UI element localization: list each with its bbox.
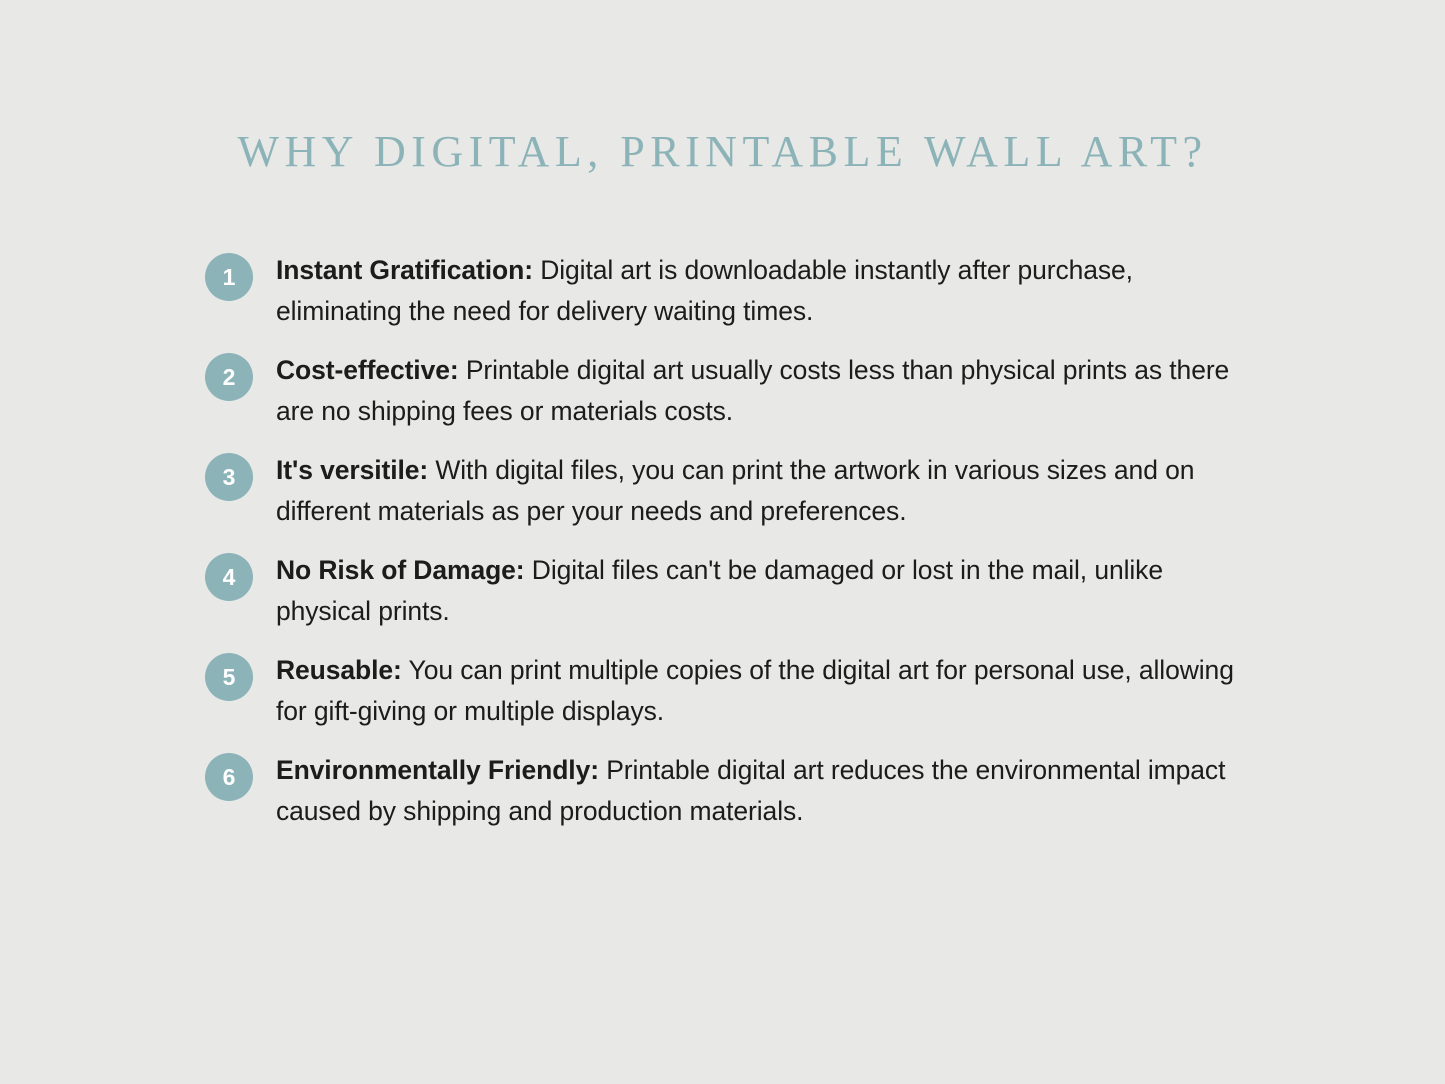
page-title: WHY DIGITAL, PRINTABLE WALL ART?	[237, 127, 1208, 176]
list-item-text	[276, 250, 1265, 332]
list-item-body: Digital art is downloadable instantly after purchase, eliminating the need for delivery waiting times.	[276, 255, 1133, 326]
list-item-number-badge: 3	[205, 453, 253, 501]
list-item-text	[276, 650, 1265, 732]
list-item-number-badge: 2	[205, 353, 253, 401]
list-item-text	[276, 450, 1265, 532]
list-item-body: Printable digital art usually costs less than physical prints as there are no shipping fees or materials costs.	[276, 355, 1230, 426]
list-item-number-badge: 4	[205, 553, 253, 601]
list-item	[205, 250, 1265, 332]
list-item-lead: Cost-effective:	[276, 355, 459, 385]
list-item	[205, 650, 1265, 732]
list-item-text	[276, 550, 1265, 632]
list-item-number-badge: 1	[205, 253, 253, 301]
list-item-body: With digital files, you can print the artwork in various sizes and on different materials as per your needs and preferences.	[276, 455, 1195, 526]
list-item-lead: Reusable:	[276, 655, 402, 685]
list-item-body: Digital files can't be damaged or lost in the mail, unlike physical prints.	[276, 555, 1163, 626]
list-item-body: You can print multiple copies of the digital art for personal use, allowing for gift-giving or multiple displays.	[276, 655, 1234, 726]
list-item-text	[276, 750, 1265, 832]
list-item-body: Printable digital art reduces the environmental impact caused by shipping and production materials.	[276, 755, 1226, 826]
list-item-lead: Instant Gratification:	[276, 255, 533, 285]
list-item	[205, 750, 1265, 832]
list-item	[205, 450, 1265, 532]
list-item-text	[276, 350, 1265, 432]
list-item	[205, 350, 1265, 432]
list-item-lead: It's versitile:	[276, 455, 429, 485]
benefits-list	[205, 250, 1265, 850]
list-item-lead: Environmentally Friendly:	[276, 755, 599, 785]
list-item-number-badge: 6	[205, 753, 253, 801]
list-item	[205, 550, 1265, 632]
list-item-number-badge: 5	[205, 653, 253, 701]
list-item-lead: No Risk of Damage:	[276, 555, 525, 585]
